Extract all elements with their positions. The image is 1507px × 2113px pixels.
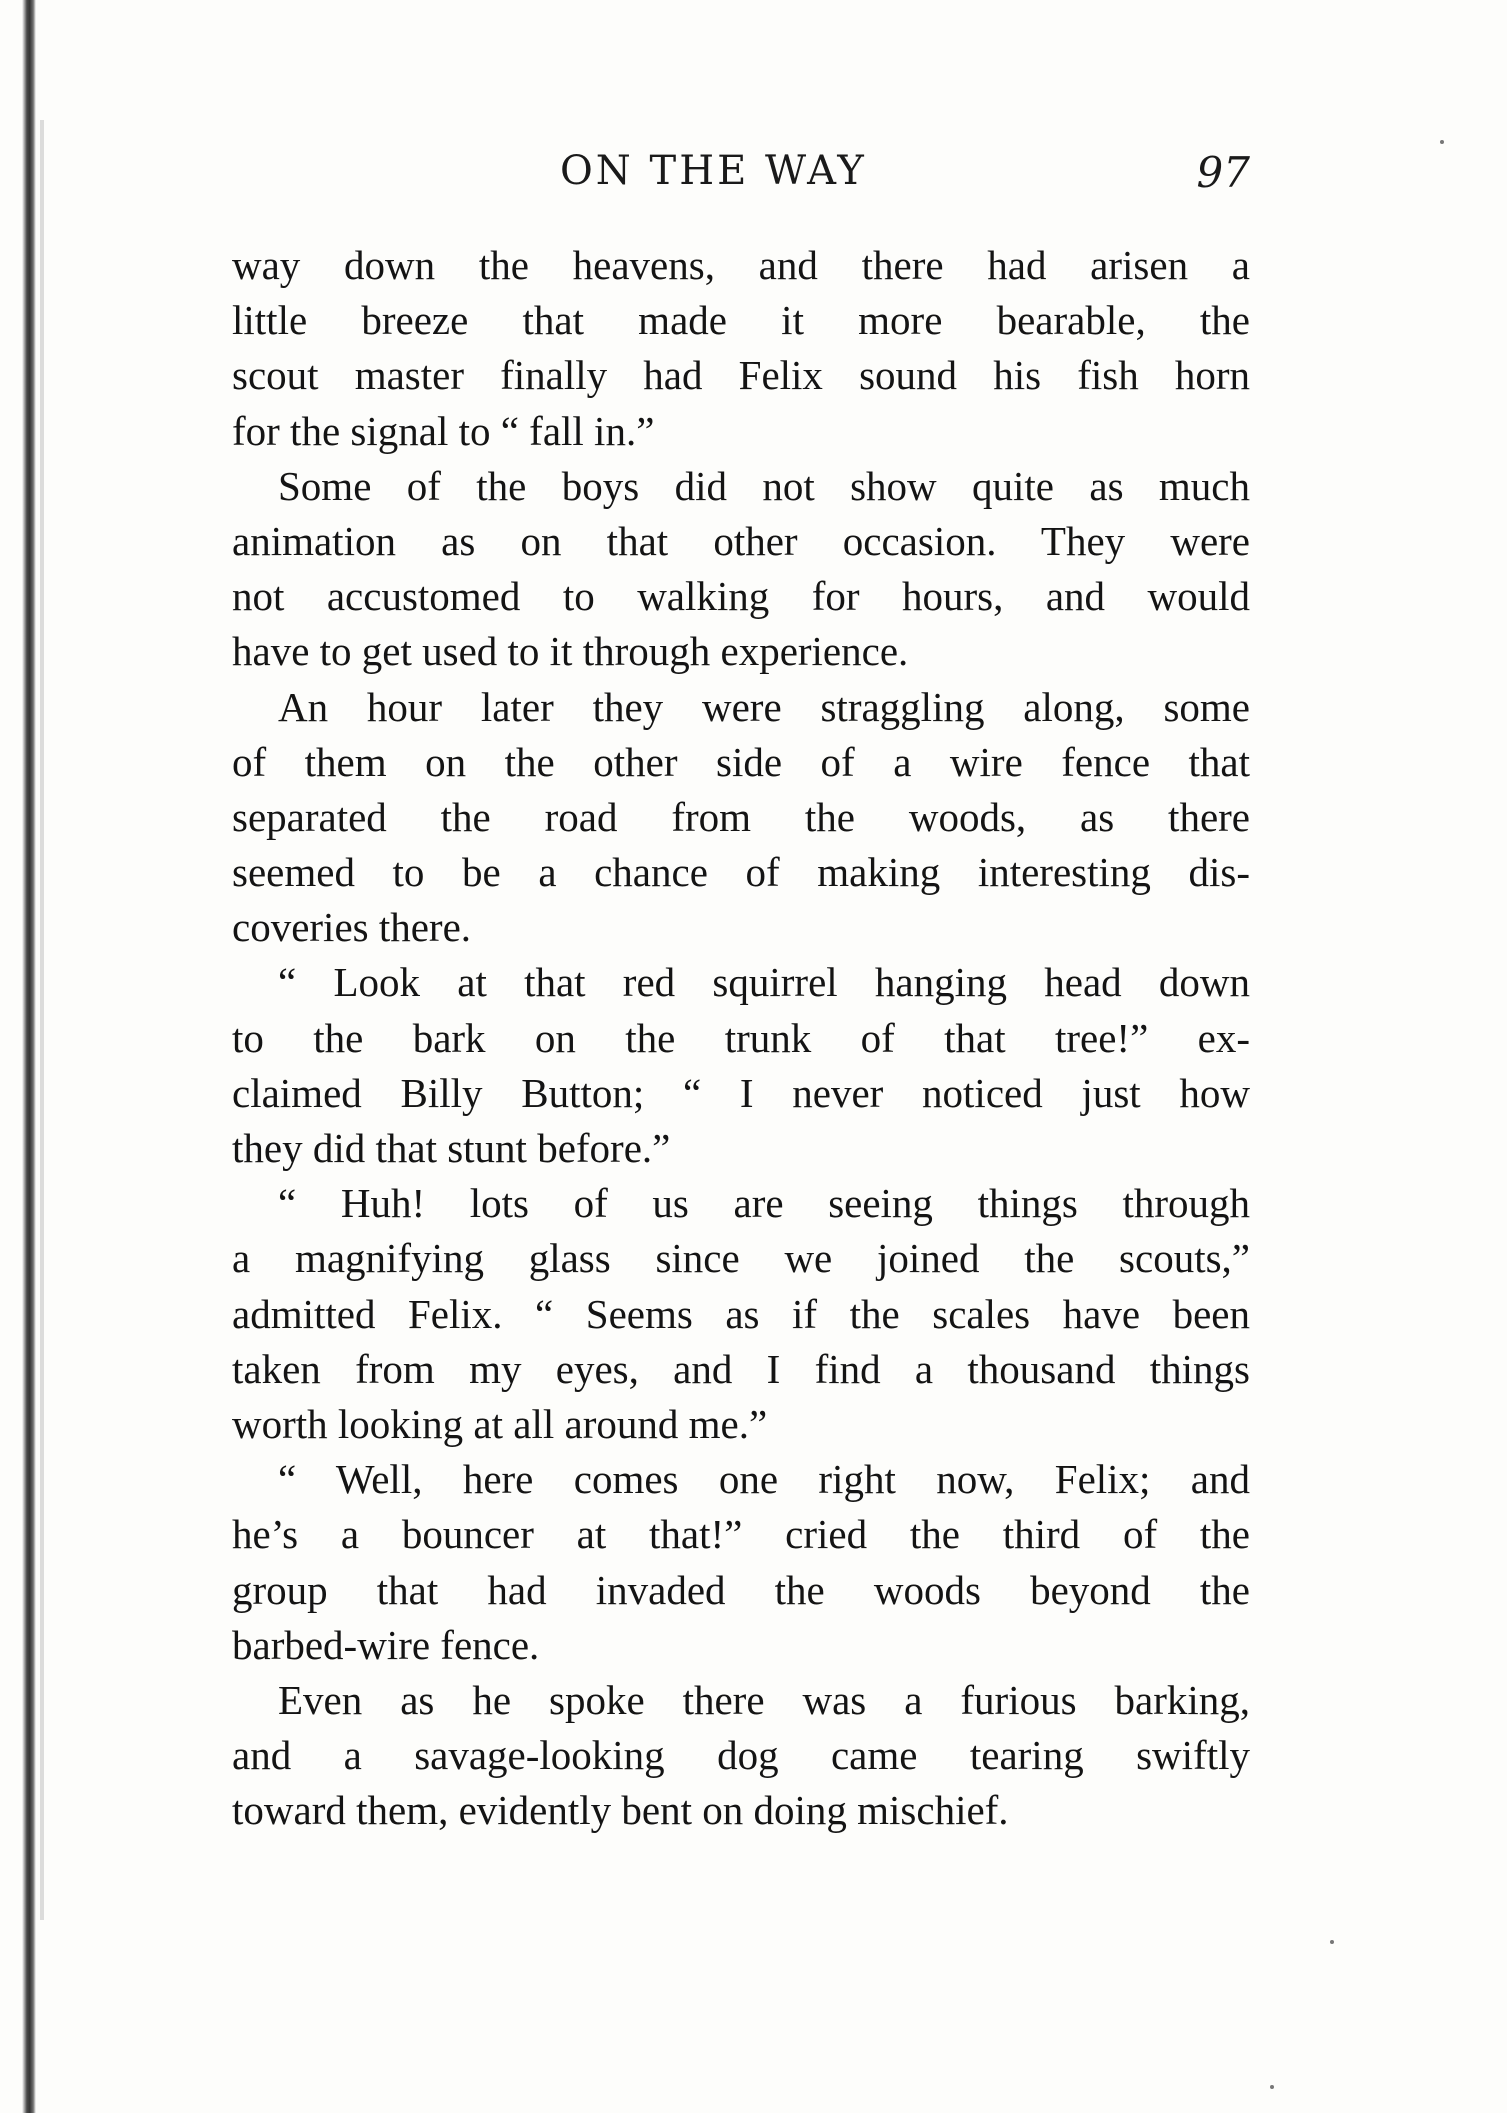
text-line: not accustomed to walking for hours, and would [232, 573, 1250, 620]
text-line: a magnifying glass since we joined the scouts,” [232, 1235, 1250, 1282]
binding-shadow-inner [40, 120, 44, 1920]
text-line: scout master finally had Felix sound his fish horn [232, 352, 1250, 399]
paper-speck [1330, 1940, 1334, 1944]
text-line: animation as on that other occasion. They were [232, 517, 1250, 564]
text-line: for the signal to “ fall in.” [232, 407, 655, 454]
text-line: group that had invaded the woods beyond the [232, 1566, 1250, 1613]
text-line: taken from my eyes, and I find a thousand things [232, 1345, 1250, 1392]
text-line: “ Well, here comes one right now, Felix; and [278, 1456, 1250, 1503]
running-head [230, 148, 1250, 208]
text-line: “ Look at that red squirrel hanging head down [278, 959, 1250, 1006]
running-title: ON THE WAY [560, 148, 867, 194]
text-line: Even as he spoke there was a furious barking, [278, 1676, 1250, 1723]
page-number: 97 [1196, 148, 1250, 197]
text-line: separated the road from the woods, as there [232, 793, 1250, 840]
text-line: and a savage-looking dog came tearing swiftly [232, 1732, 1250, 1779]
text-line: worth looking at all around me.” [232, 1400, 768, 1447]
text-line: seemed to be a chance of making interesting dis- [232, 849, 1250, 896]
text-line: to the bark on the trunk of that tree!” ex- [232, 1014, 1250, 1061]
text-line: toward them, evidently bent on doing mischief. [232, 1787, 1009, 1834]
text-line: Some of the boys did not show quite as much [278, 462, 1250, 509]
text-line: coveries there. [232, 904, 472, 951]
binding-shadow [22, 0, 36, 2113]
text-line: barbed-wire fence. [232, 1621, 540, 1668]
paper-speck [1440, 140, 1444, 144]
text-line: An hour later they were straggling along, some [278, 683, 1250, 730]
text-line: they did that stunt before.” [232, 1125, 671, 1171]
text-line: claimed Billy Button; “ I never noticed just how [232, 1069, 1250, 1116]
text-line: little breeze that made it more bearable, the [232, 297, 1250, 344]
text-line: he’s a bouncer at that!” cried the third of the [232, 1511, 1250, 1558]
text-line: of them on the other side of a wire fence that [232, 738, 1250, 785]
text-line: “ Huh! lots of us are seeing things through [278, 1180, 1250, 1227]
text-line: have to get used to it through experience. [232, 628, 909, 675]
text-line: admitted Felix. “ Seems as if the scales have been [232, 1290, 1250, 1337]
body-text [232, 238, 1250, 1838]
text-line: way down the heavens, and there had arisen a [232, 242, 1250, 288]
paper-speck [1270, 2085, 1274, 2089]
